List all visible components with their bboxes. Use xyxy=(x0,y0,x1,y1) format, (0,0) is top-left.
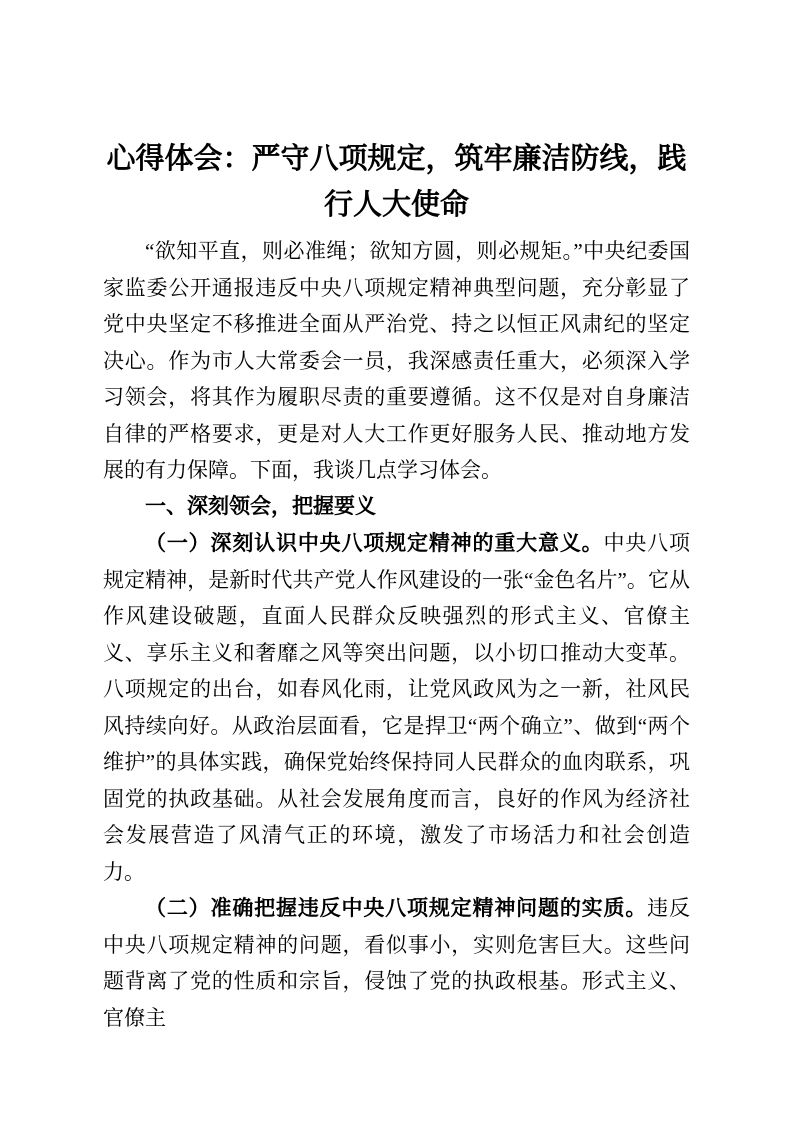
item-2-body: 违反中央八项规定精神的问题，看似事小，实则危害巨大。这些问题背离了党的性质和宗旨，侵蚀了党的执政根基。形式主义、官僚主 xyxy=(103,896,691,1030)
item-1-lead: （一）深刻认识中央八项规定精神的重大意义。 xyxy=(145,531,604,555)
intro-paragraph: “欲知平直，则必准绳；欲知方圆，则必规矩。”中央纪委国家监委公开通报违反中央八项规定精神典型问题，充分彰显了党中央坚定不移推进全面从严治党、持之以恒正风肃纪的坚定决心。作为市人大常委会一员，我深感责任重大，必须深入学习领会，将其作为履职尽责的重要遵循。这不仅是对自身廉洁自律的严格要求，更是对人大工作更好服务人民、推动地方发展的有力保障。下面，我谈几点学习体会。 xyxy=(103,239,690,482)
document-title: 心得体会：严守八项规定，筑牢廉洁防线，践行人大使命 xyxy=(106,143,687,221)
section-heading: 一、深刻领会，把握要义 xyxy=(145,494,376,518)
item-paragraph-1 xyxy=(103,525,690,890)
item-2-lead: （二）准确把握违反中央八项规定精神问题的实质。 xyxy=(145,896,648,920)
item-1-body: 中央八项规定精神，是新时代共产党人作风建设的一张“金色名片”。它从作风建设破题，直面人民群众反映强烈的形式主义、官僚主义、享乐主义和奢靡之风等突出问题，以小切口推动大变革。八项规定的出台，如春风化雨，让党风政风为之一新，社风民风持续向好。从政治层面看，它是捍卫“两个确立”、做到“两个维护”的具体实践，确保党始终保持同人民群众的血肉联系，巩固党的执政基础。从社会发展角度而言，良好的作风为经济社会发展营造了风清气正的环境，激发了市场活力和社会创造力。 xyxy=(103,531,690,884)
item-paragraph-2 xyxy=(103,890,690,1036)
